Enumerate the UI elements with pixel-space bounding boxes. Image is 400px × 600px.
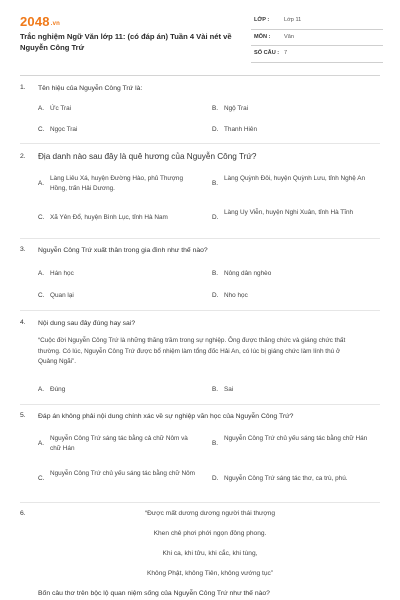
option-letter: D. (212, 214, 219, 221)
question-divider (20, 502, 380, 503)
meta-label: MÔN : (254, 33, 271, 40)
option-text: Ngộ Trai (224, 105, 249, 112)
meta-row-count (251, 46, 383, 63)
poem-line: Khen chê phơi phới ngọn đông phong. (153, 530, 267, 537)
question-5 (20, 412, 380, 497)
option-text: Quan lại (50, 292, 74, 299)
option-letter: D. (212, 126, 219, 133)
poem-line: Không Phật, không Tiên, không vướng tục” (146, 570, 274, 577)
question-number: 3. (20, 246, 26, 253)
question-text: Nguyễn Công Trứ xuất thân trong gia đình như thế nào? (38, 247, 208, 254)
option-letter: D. (212, 292, 219, 299)
question-3 (20, 246, 380, 306)
option-text: Hán học (50, 270, 74, 277)
question-number: 6. (20, 510, 26, 517)
question-text: Bốn câu thơ trên bộc lộ quan niệm sống của Nguyễn Công Trứ như thế nào? (38, 590, 270, 597)
option-letter: B. (212, 105, 219, 112)
page-header (0, 0, 400, 70)
question-divider (20, 310, 380, 311)
question-number: 5. (20, 412, 26, 419)
meta-label: SỐ CÂU : (254, 50, 280, 56)
meta-label: LỚP : (254, 17, 270, 23)
poem-line: Khi ca, khi tửu, khi cắc, khi tùng, (162, 550, 258, 557)
option-letter: C. (38, 475, 45, 482)
poem-line: “Được mất dương dương người thái thượng (144, 510, 276, 517)
option-letter: B. (212, 440, 219, 447)
option-text: Ức Trai (50, 105, 72, 112)
option-letter: C. (38, 126, 45, 133)
meta-value: 7 (284, 50, 288, 56)
question-divider (20, 238, 380, 239)
option-letter: A. (38, 105, 45, 112)
question-number: 1. (20, 84, 26, 91)
question-2 (20, 152, 380, 232)
option-text: Nguyễn Công Trứ chủ yếu sáng tác bằng chữ Hán (224, 435, 368, 442)
option-letter: A. (38, 180, 45, 187)
option-text: Làng Quỳnh Đôi, huyện Quỳnh Lưu, tỉnh Nghệ An (224, 175, 366, 182)
option-letter: B. (212, 180, 219, 187)
question-text: Địa danh nào sau đây là quê hương của Nguyễn Công Trứ? (38, 152, 257, 161)
option-text: Xã Yên Đổ, huyện Bình Lục, tỉnh Hà Nam (50, 214, 168, 221)
header-divider (20, 75, 380, 76)
option-text: Ngọc Trai (50, 126, 78, 133)
question-divider (20, 143, 380, 144)
option-text: Thanh Hiên (224, 126, 258, 133)
option-letter: C. (38, 292, 45, 299)
meta-row-subject (251, 30, 383, 47)
meta-row-class (251, 13, 383, 30)
page-title: Trắc nghiệm Ngữ Văn lớp 11: (có đáp án) Tuần 4 Vài nét về Nguyễn Công Trứ (20, 32, 232, 52)
option-text: Làng Uy Viễn, huyện Nghi Xuân, tỉnh Hà Tĩnh (224, 209, 354, 216)
question-quote: “Cuộc đời Nguyễn Công Trứ là những thăng trầm trong sự nghiệp. Ông được thăng chức và giáng chức thất thường. Có lúc, Nguyễn Công Trứ được bổ nhiệm làm tổng đốc Hải An, có lúc bị giáng chức làm lính thú ở Quảng Ngãi”. (38, 337, 346, 365)
question-text: Nội dung sau đây đúng hay sai? (38, 320, 136, 327)
meta-value: Văn (284, 33, 294, 40)
option-text: Nguyễn Công Trứ sáng tác thơ, ca trù, phú. (224, 475, 348, 482)
option-letter: A. (38, 386, 45, 393)
question-1 (20, 84, 380, 144)
option-letter: A. (38, 270, 45, 277)
option-letter: C. (38, 214, 45, 221)
option-letter: B. (212, 386, 219, 393)
question-divider (20, 404, 380, 405)
option-text: Làng Liêu Xá, huyện Đường Hào, phủ Thượng Hồng, trấn Hải Dương. (50, 175, 184, 192)
option-text: Nguyễn Công Trứ sáng tác bằng cả chữ Nôm và chữ Hán (50, 435, 188, 452)
logo-text: 2048 (20, 14, 50, 29)
question-text: Tên hiệu của Nguyễn Công Trứ là: (38, 85, 143, 92)
quiz-meta-table (251, 13, 383, 63)
question-number: 4. (20, 319, 26, 326)
option-text: Nông dân nghèo (224, 270, 272, 277)
logo-suffix: .vn (50, 21, 61, 27)
meta-value: Lớp 11 (284, 17, 302, 23)
option-text: Sai (224, 386, 234, 393)
option-text: Nguyễn Công Trứ chủ yếu sáng tác bằng chữ Nôm (50, 470, 195, 477)
question-text: Đáp án không phải nội dung chính xác về sự nghiệp văn học của Nguyễn Công Trứ? (38, 413, 294, 420)
option-text: Đúng (50, 386, 66, 393)
option-letter: B. (212, 270, 219, 277)
option-text: Nho học (224, 292, 248, 299)
option-letter: A. (38, 440, 45, 447)
question-number: 2. (20, 153, 26, 160)
site-logo[interactable] (20, 14, 60, 29)
option-letter: D. (212, 475, 219, 482)
